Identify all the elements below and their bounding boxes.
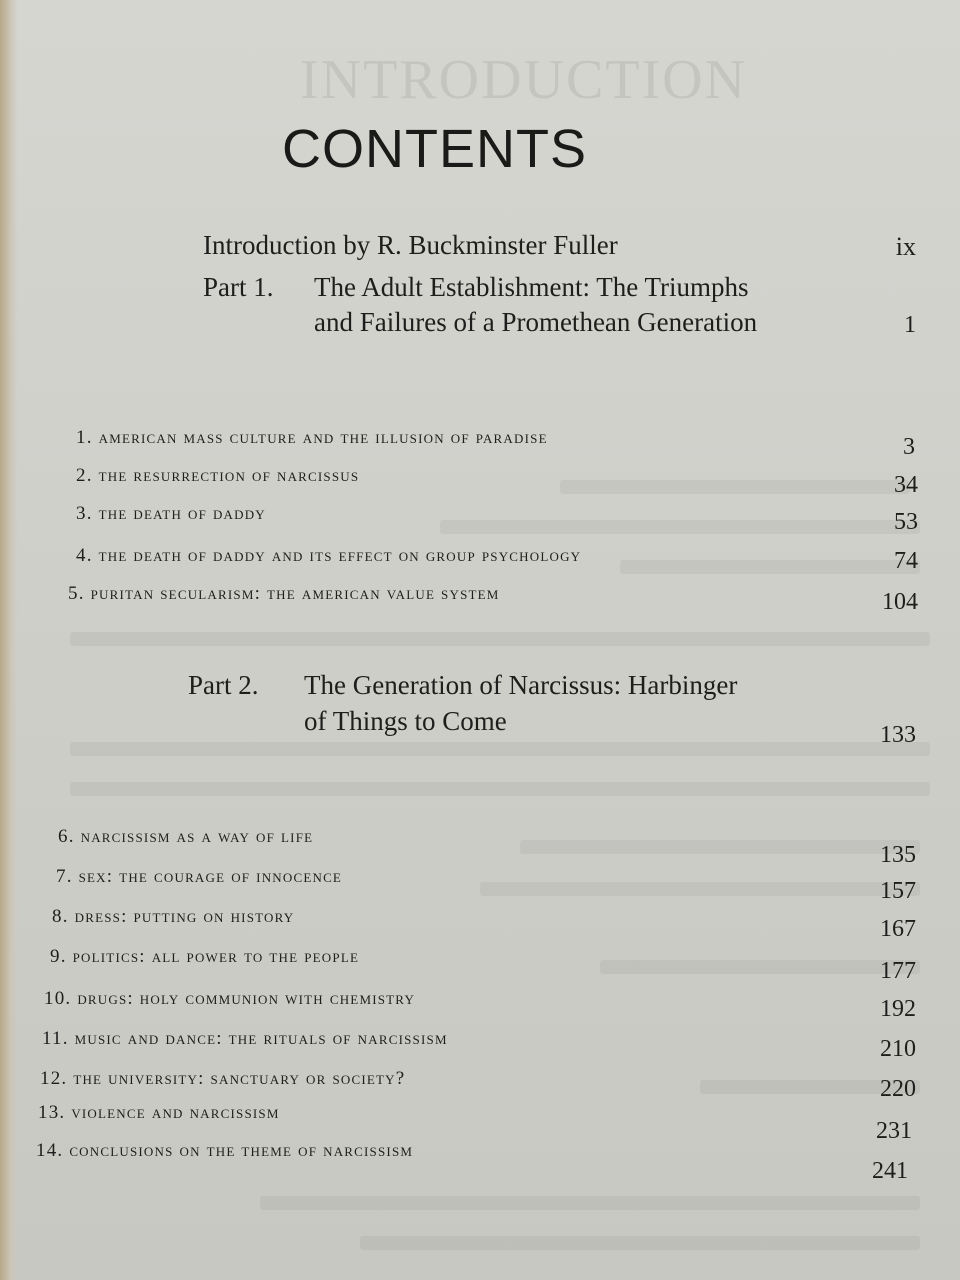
chapter-page: 157 xyxy=(880,878,916,904)
chapter-entry xyxy=(38,1102,280,1124)
chapter-entry xyxy=(76,545,581,567)
chapter-number: 13. xyxy=(38,1102,66,1123)
part2-label: Part 2. xyxy=(188,670,259,700)
chapter-page: 192 xyxy=(880,996,916,1022)
chapter-title: the death of daddy xyxy=(98,503,266,524)
page-edge xyxy=(0,0,18,1280)
chapter-number: 11. xyxy=(42,1028,69,1049)
chapter-page: 210 xyxy=(880,1036,916,1062)
page-title: CONTENTS xyxy=(282,119,587,179)
chapter-number: 6. xyxy=(58,826,75,847)
chapter-number: 9. xyxy=(50,946,67,967)
chapter-entry xyxy=(44,988,415,1010)
chapter-page: 241 xyxy=(872,1158,908,1184)
part1-label: Part 1. xyxy=(203,272,274,302)
chapter-entry xyxy=(42,1028,448,1050)
chapter-number: 3. xyxy=(76,503,93,524)
chapter-number: 14. xyxy=(36,1140,64,1161)
part2-title-line2: of Things to Come xyxy=(304,706,507,736)
chapter-entry xyxy=(76,427,548,449)
chapter-entry xyxy=(76,503,266,525)
chapter-title: puritan secularism: the american value system xyxy=(90,583,500,604)
chapter-number: 7. xyxy=(56,866,73,887)
chapter-number: 4. xyxy=(76,545,93,566)
introduction-page: ix xyxy=(895,232,916,261)
chapter-title: politics: all power to the people xyxy=(72,946,360,967)
chapter-title: music and dance: the rituals of narcissism xyxy=(74,1028,448,1049)
chapter-entry xyxy=(58,826,313,848)
chapter-page: 74 xyxy=(894,548,918,574)
chapter-title: sex: the courage of innocence xyxy=(78,866,343,887)
chapter-number: 8. xyxy=(52,906,69,927)
part1-title-line2: and Failures of a Promethean Generation xyxy=(314,307,758,337)
chapter-title: the university: sanctuary or society? xyxy=(73,1068,406,1089)
chapter-number: 12. xyxy=(40,1068,68,1089)
chapter-page: 3 xyxy=(903,434,915,460)
chapter-page: 167 xyxy=(880,916,916,942)
chapter-number: 1. xyxy=(76,427,93,448)
chapter-number: 2. xyxy=(76,465,93,486)
part2-page: 133 xyxy=(880,722,916,748)
chapter-title: american mass culture and the illusion of paradise xyxy=(98,427,548,448)
chapter-title: the death of daddy and its effect on group psychology xyxy=(98,545,582,566)
chapter-title: the resurrection of narcissus xyxy=(98,465,360,486)
chapter-title: conclusions on the theme of narcissism xyxy=(69,1140,414,1161)
chapter-title: violence and narcissism xyxy=(71,1102,280,1123)
chapter-entry xyxy=(52,906,294,928)
chapter-number: 10. xyxy=(44,988,72,1009)
part1-page: 1 xyxy=(904,312,916,338)
chapter-number: 5. xyxy=(68,583,85,604)
chapter-entry xyxy=(50,946,359,968)
bleed-through-heading: INTRODUCTION xyxy=(300,49,748,111)
chapter-page: 104 xyxy=(882,589,918,615)
chapter-page: 231 xyxy=(876,1118,912,1144)
chapter-entry xyxy=(56,866,342,888)
introduction-entry: Introduction by R. Buckminster Fuller xyxy=(203,230,618,260)
chapter-entry xyxy=(40,1068,405,1090)
chapter-title: dress: putting on history xyxy=(74,906,295,927)
chapter-page: 53 xyxy=(894,509,918,535)
chapter-entry xyxy=(36,1140,413,1162)
chapter-page: 34 xyxy=(894,472,918,498)
chapter-title: narcissism as a way of life xyxy=(80,826,314,847)
chapter-page: 177 xyxy=(880,958,916,984)
chapter-entry xyxy=(76,465,359,487)
chapter-title: drugs: holy communion with chemistry xyxy=(77,988,416,1009)
part2-title-line1: The Generation of Narcissus: Harbinger xyxy=(304,670,738,700)
chapter-entry xyxy=(68,583,500,605)
chapter-page: 220 xyxy=(880,1076,916,1102)
chapter-page: 135 xyxy=(880,842,916,868)
part1-title-line1: The Adult Establishment: The Triumphs xyxy=(314,272,749,302)
